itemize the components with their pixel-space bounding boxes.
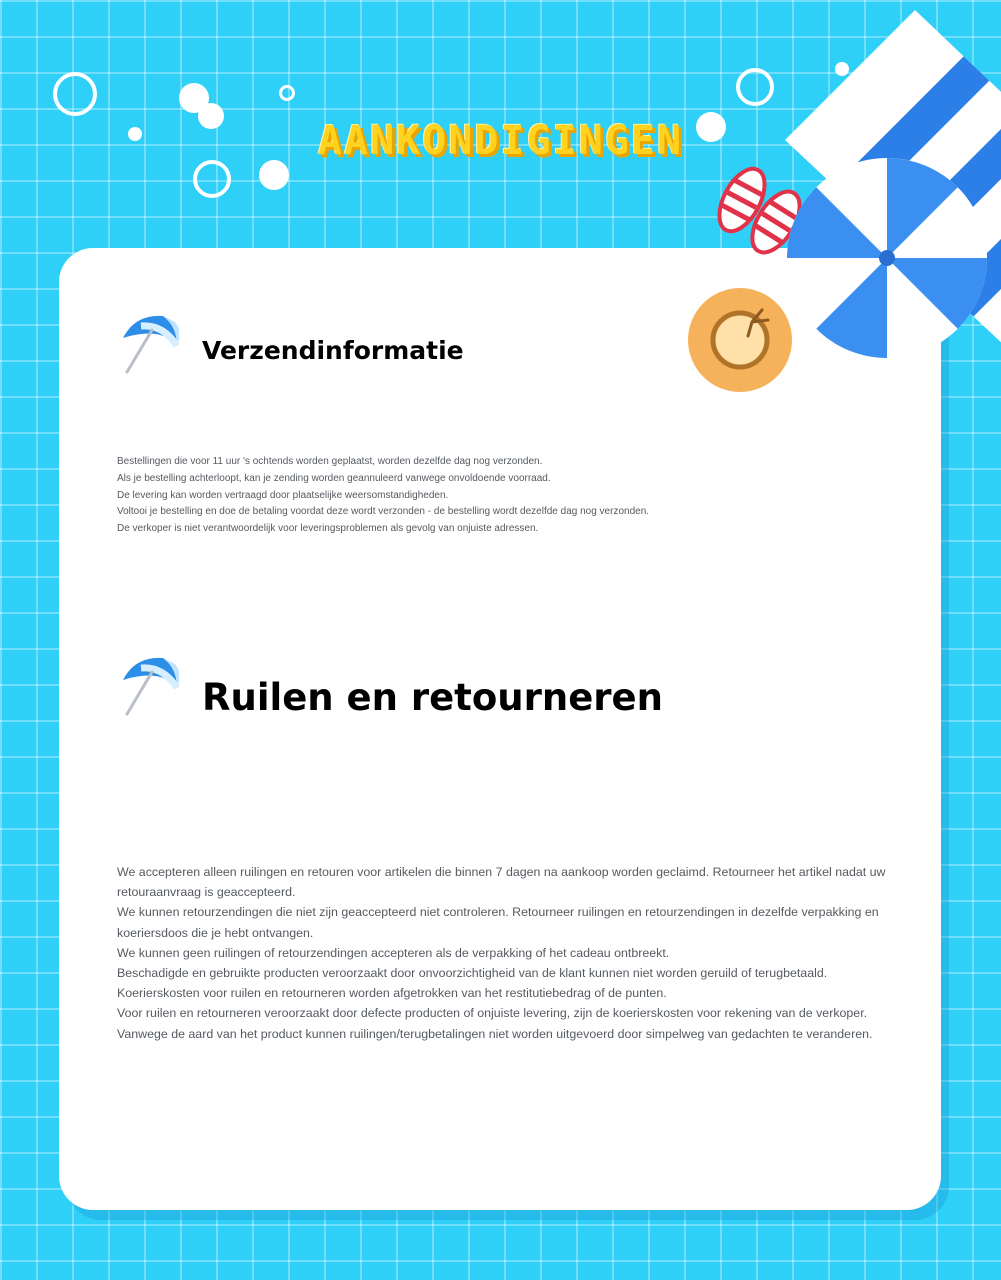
returns-info-line: Beschadigde en gebruikte producten veroorzaakt door onvoorzichtigheid van de klant kunnen niet worden geruild of terugbetaald.: [117, 966, 828, 981]
shipping-info-line: Voltooi je bestelling en doe de betaling voordat deze wordt verzonden - de bestelling wordt dezelfde dag nog verzonden.: [117, 506, 650, 518]
returns-info-line: We kunnen retourzendingen die niet zijn geaccepteerd niet controleren. Retourneer ruilingen en retourzendingen in dezelfde verpakking en koeriersdoos die je hebt ontvangen.: [117, 905, 879, 940]
shipping-info-line: De verkoper is niet verantwoordelijk voor leveringsproblemen als gevolg van onjuiste adressen.: [117, 523, 539, 535]
returns-info-line: Voor ruilen en retourneren veroorzaakt door defecte producten of onjuiste levering, zijn de koerierskosten voor rekening van de verkoper.: [117, 1006, 868, 1021]
shipping-info-line: De levering kan worden vertraagd door plaatselijke weersomstandigheden.: [117, 489, 449, 501]
shipping-info-line: Bestellingen die voor 11 uur 's ochtends worden geplaatst, worden dezelfde dag nog verzonden.: [117, 456, 543, 467]
section-heading-returns: Ruilen en retourneren: [202, 676, 663, 719]
shipping-info-text: [117, 454, 877, 538]
sun-hat-icon: [688, 288, 792, 392]
bubble-icon: [53, 72, 97, 116]
bubble-icon: [259, 160, 289, 190]
bubble-icon: [193, 160, 231, 198]
beach-umbrella-icon: [117, 312, 179, 374]
returns-info-line: We kunnen geen ruilingen of retourzendingen accepteren als de verpakking of het cadeau ontbreekt.: [117, 945, 670, 960]
returns-info-text: [117, 862, 887, 1044]
section-heading-shipping: Verzendinformatie: [202, 336, 464, 365]
returns-info-line: Vanwege de aard van het product kunnen ruilingen/terugbetalingen niet worden uitgevoerd door simpelweg van gedachten te veranderen.: [117, 1026, 873, 1041]
bubble-icon: [279, 85, 295, 101]
returns-info-line: We accepteren alleen ruilingen en retouren voor artikelen die binnen 7 dagen na aankoop worden geclaimd. Retourneer het artikel nadat uw retouraanvraag is geaccepteerd.: [117, 865, 886, 900]
page-title: AANKONDIGINGEN: [317, 118, 684, 164]
beach-umbrella-icon: [787, 158, 987, 358]
beach-decoration: [680, 0, 1001, 400]
shipping-info-line: Als je bestelling achterloopt, kan je zending worden geannuleerd vanwege onvoldoende voorraad.: [117, 472, 551, 484]
returns-info-line: Koerierskosten voor ruilen en retourneren worden afgetrokken van het restitutiebedrag of de punten.: [117, 986, 667, 1001]
beach-umbrella-icon: [117, 654, 179, 716]
